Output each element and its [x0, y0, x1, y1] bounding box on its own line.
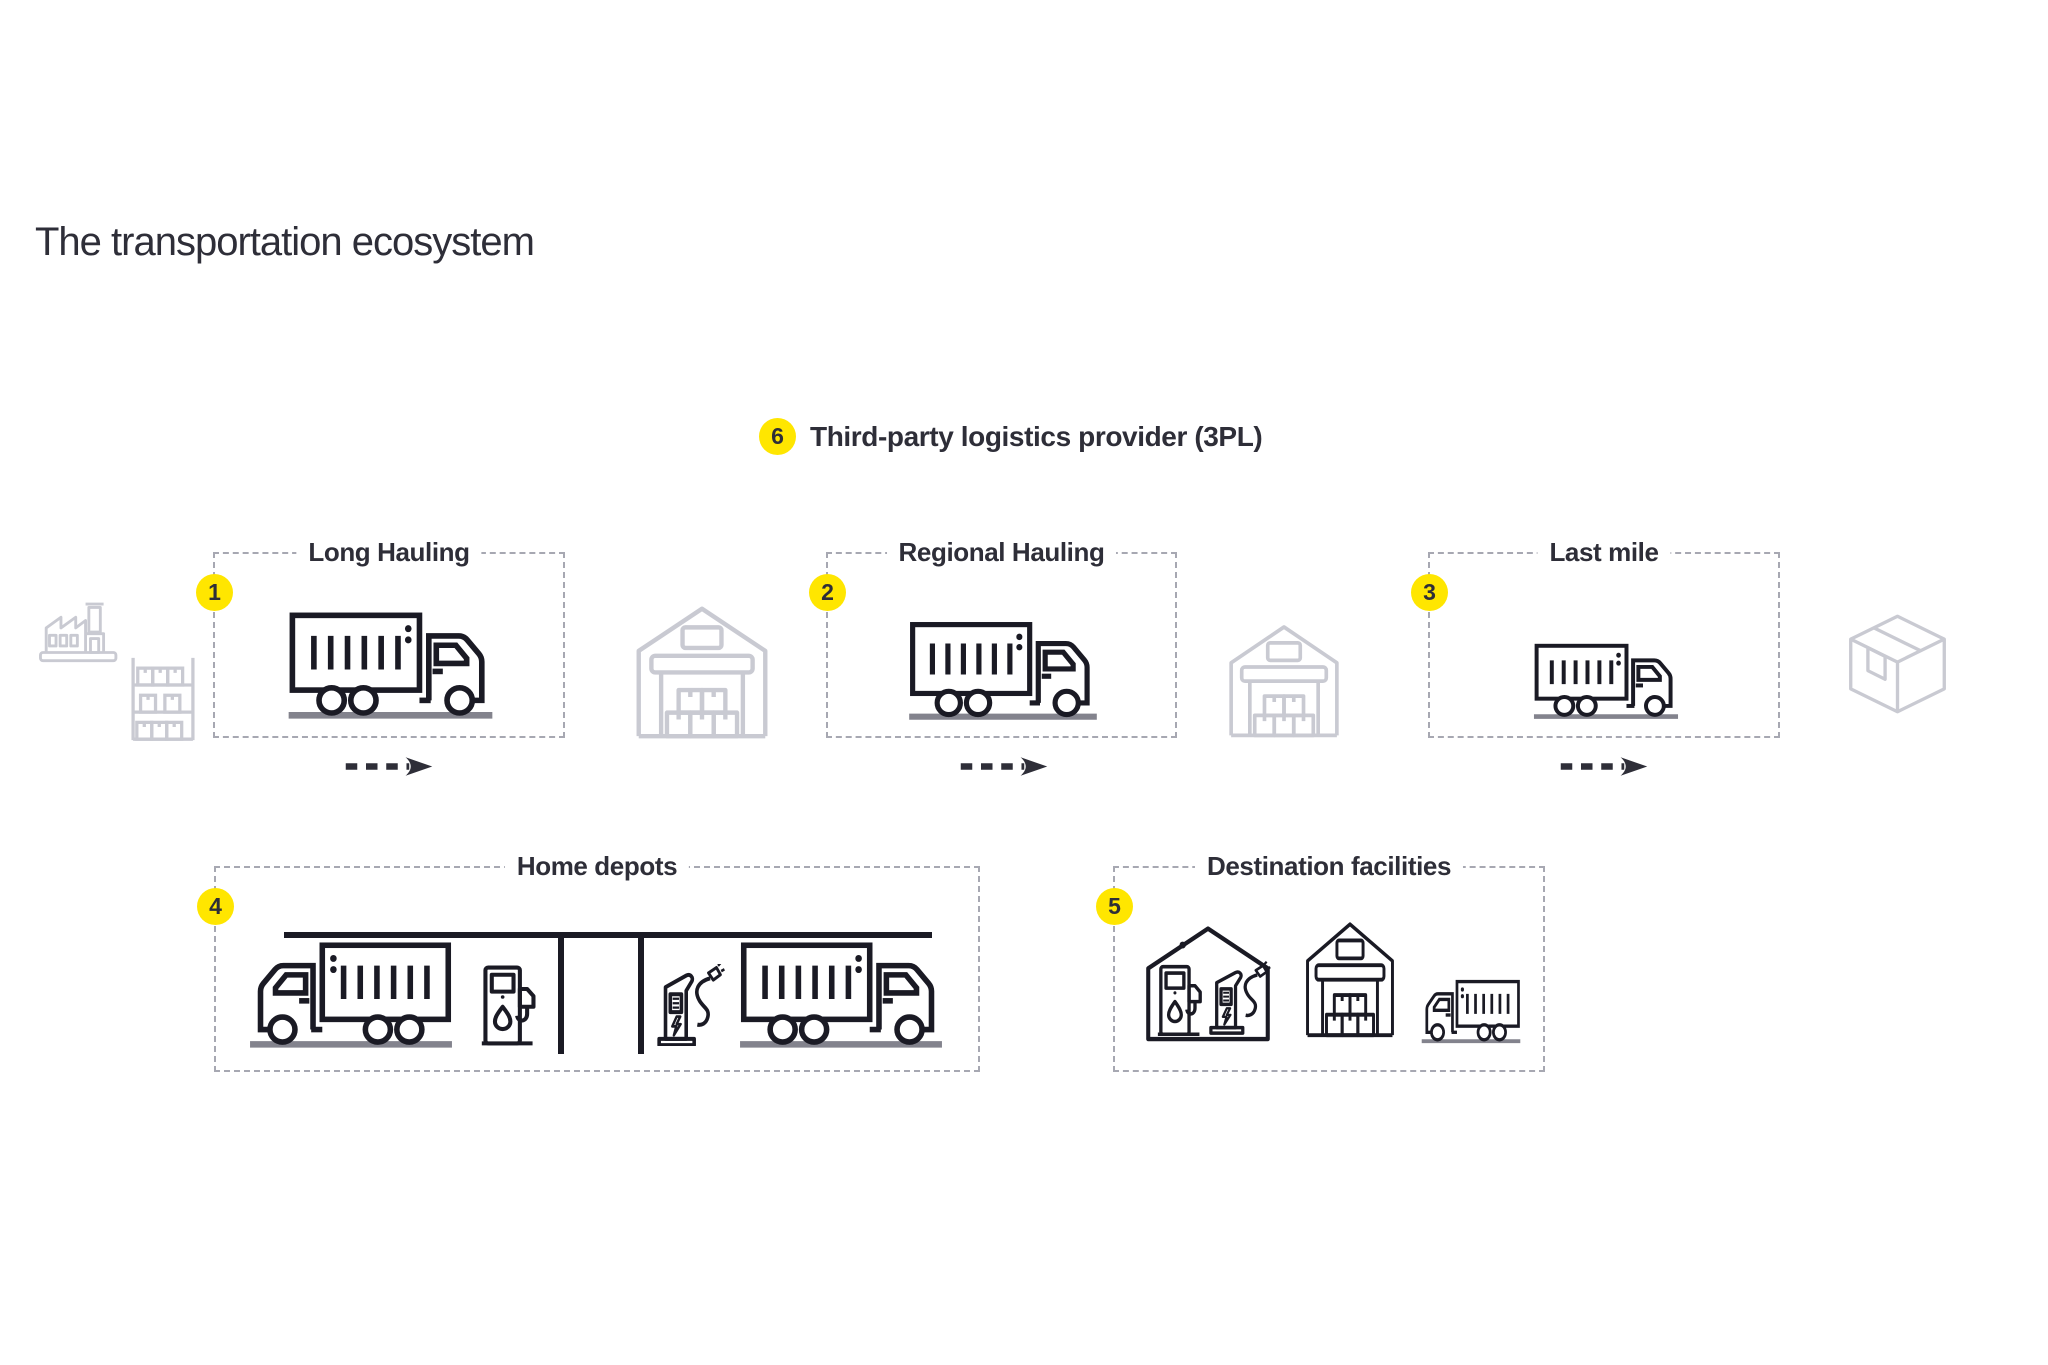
page-title: The transportation ecosystem — [35, 220, 534, 264]
factory-icon — [38, 598, 120, 666]
truck-icon — [904, 616, 1102, 721]
dashed-arrow-icon — [958, 757, 1050, 776]
depot-post — [558, 932, 564, 1054]
step-badge-4: 4 — [197, 888, 234, 925]
dashed-arrow-icon — [343, 757, 435, 776]
warehouse-icon — [1301, 914, 1399, 1042]
step-badge-2: 2 — [809, 574, 846, 611]
truck-icon — [734, 936, 948, 1049]
warehouse-icon — [1223, 617, 1345, 742]
step-badge-1: 1 — [196, 574, 233, 611]
stage-regional-hauling — [821, 537, 1177, 738]
step-badge-3: 3 — [1411, 574, 1448, 611]
truck-icon — [1419, 976, 1523, 1044]
package-box-icon — [1845, 611, 1950, 717]
step-badge-5: 5 — [1096, 888, 1133, 925]
warehouse-icon — [629, 597, 775, 744]
stage-last-mile — [1423, 537, 1780, 738]
legend-label: Third-party logistics provider (3PL) — [810, 420, 1263, 452]
stage-label-last-mile: Last mile — [1537, 537, 1670, 568]
stage-label-home-depots: Home depots — [505, 851, 689, 882]
ev-charger-icon — [648, 964, 726, 1046]
truck-icon — [244, 936, 458, 1049]
stage-long-hauling — [208, 537, 565, 738]
legend-3pl — [759, 418, 1262, 455]
truck-icon — [283, 606, 498, 720]
stage-label-regional-hauling: Regional Hauling — [887, 537, 1117, 568]
dashed-arrow-icon — [1558, 757, 1650, 776]
stage-home-depots — [209, 851, 980, 1072]
step-badge-6: 6 — [759, 418, 796, 455]
stage-label-long-hauling: Long Hauling — [296, 537, 481, 568]
stage-label-destination-facilities: Destination facilities — [1195, 851, 1463, 882]
stage-destination-facilities — [1108, 851, 1545, 1072]
fueling-station-house-icon — [1141, 916, 1275, 1042]
truck-icon — [1530, 639, 1682, 720]
depot-post — [638, 932, 644, 1054]
fuel-pump-icon — [480, 964, 538, 1046]
pallet-rack-icon — [126, 656, 200, 742]
